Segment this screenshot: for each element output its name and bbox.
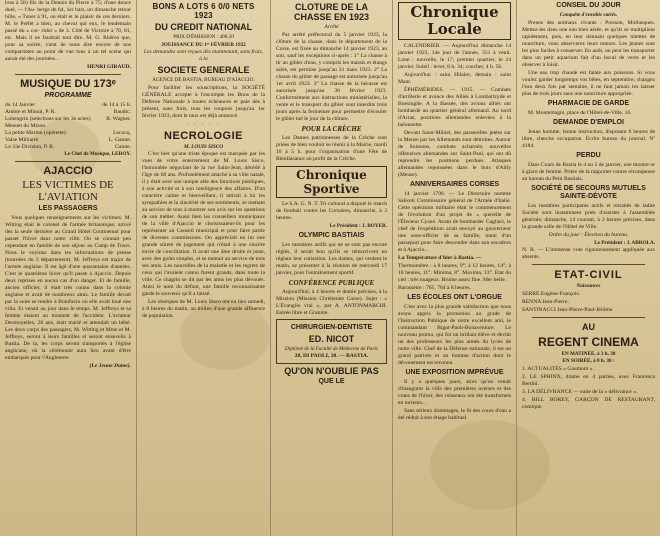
conference-headline: CONFÉRENCE PUBLIQUE — [288, 278, 375, 287]
dentist-name: ED. NICOT — [308, 333, 355, 344]
program-row — [5, 144, 131, 151]
expo-article: Il y a quelques jours, alors qu'on venait d'inaugurer la ville des premières averses et des crues de l'hiver, des ruisseaux ont été transformés en torrents... — [398, 379, 511, 406]
program-row — [5, 116, 131, 123]
dentist-ad — [276, 319, 387, 365]
olympic-article: Les membres actifs qui ne se sont pas encore réglés, il serait bon qu'ils se réinscrivent en réglant leur cotisation. Les dames, qui veulent le matin, se présenter à la réunion de mercredi 17 janvier, pour l'entraînement sportif. — [276, 241, 387, 276]
cloture-headline: CLOTURE DE LA CHASSE EN 1923 — [293, 2, 370, 22]
secours-signature: Le Président : J. ABROLA. — [594, 239, 655, 246]
saints-line: Aujourd'hui : saint Hilaire; demain : saint Maur. — [398, 72, 511, 85]
divider — [532, 264, 645, 265]
pharmacie-text: M. Montemagni, place de l'Hôtel-de-Ville, 16. — [528, 109, 632, 116]
cinema-program-item: 4. BILL BOREY, GARÇON DE RESTAURANT, comique. — [522, 396, 655, 410]
column-5 — [517, 0, 660, 536]
concert-date-row — [5, 102, 131, 109]
program-composer: R. Wagner. — [106, 116, 131, 122]
program-composer: Lecocq. — [113, 130, 131, 136]
expo-headline: UNE EXPOSITION IMPRÉVUE — [405, 369, 504, 376]
necro-article: C'est hier qu'une triste époque est marquée par les vues de votre enterrement de M. Louis Sisco, l'honorable négociant de la rue Saint-Jean, décédé à l'âge de 68 ans. Profondément attaché à sa ville natale, il y était avec son unique zèle des fonctions publiques, à son activité et à son intelligence des affaires. D'un caractère calme et bienveillant, il attirait à lui les sympathies et la sincérité de ses sentiments, se mettant au service de tous à montrer son avis sur les questions de son métier. Aussi bien les conseillers municipaux de la ville d'Ajaccio le choisissaient-ils pour les représenter au Conseil municipal et pour faire partie de diverses commissions. On appréciait en lui une grande sûreté de jugement qui n'était à une sincère envie de conciliation. Il avait une âme droite et juste, avec des goûts simples, et se mettait au service de tous ses amis. Les nouvelles de la maladie et les regrets de ceux qui l'avaient connu furent grands, dans toute la ville. Ce chagrin se dit par les amis les plus dévoués. Ainsi le nom du défunt, une famille reconnaissante garde le souvenir qu'il a laissé. — [142, 151, 265, 297]
ajaccio-headline: AJACCIO — [43, 164, 93, 177]
matinee-line: EN MATINÉE, à 3 h. 30 — [561, 350, 616, 357]
article-signature: HENRI GIRAUD. — [87, 64, 131, 70]
bons-article: Pour faciliter les souscriptions, la SOCIÉTÉ GÉNÉRALE accepte à l'escompte les Bons de la Défense Nationale à toutes échéances et paie dès à présent, sans frais, tous les coupons jusqu'au 1er février 1923, dont le taux est déjà annoncé. — [142, 84, 265, 119]
etat-civil-headline: ETAT-CIVIL — [554, 269, 623, 281]
sportive-headline: Chronique Sportive — [276, 166, 387, 198]
column-4 — [393, 0, 516, 536]
olympic-headline: OLYMPIC BASTIAIS — [298, 231, 365, 239]
creche-headline: POUR LA CRÈCHE — [301, 125, 362, 133]
demands-line: Les demandes sont reçues dès maintenant, sans frais, à la — [143, 49, 264, 62]
issue-price: PRIX D'ÉMISSION : 408,50 — [173, 34, 234, 40]
societe-headline: SOCIETE GENERALE — [157, 65, 250, 75]
cinema-program-item: 1. ACTUALITÉS « Gaumont ». — [522, 365, 594, 372]
column-2 — [137, 0, 270, 536]
agence-line: AGENCE DE BASTIA, BUREAU D'AJACCIO. — [152, 77, 255, 83]
passengers-label: LES PASSAGERS — [38, 204, 98, 212]
music-headline: MUSIQUE DU 173ᵉ — [20, 78, 116, 90]
cloture-article: Par arrêté préfectoral du 5 janvier 1923, la clôture de la chasse, dans le département de la Corse, est fixée au dimanche 14 janvier 1923, au soir, sauf les exceptions ci-après : 1° La chasse à tir au gibier d'eau, y compris les marais et étangs salés, est permise jusqu'au 31 mars 1923. 2° La chasse du gibier de passage est autorisée jusqu'au 1er avril 1923. 3° La chasse de la bécasse est autorisée jusqu'au 30 février 1923. Conformément aux instructions ministérielles, la vente et le transport du gibier sont interdits trois jours après la fermeture pour permettre d'écouler le gibier tué le jour de la clôture. — [276, 32, 387, 122]
cinema-program-item: 3. LA DÉLIVRANCE — suite de la « délivrance ». — [522, 388, 638, 395]
perdu-headline: PERDU — [576, 151, 601, 159]
program-table — [5, 109, 131, 151]
article-continuation: lons à 58) fils de la Dennis du Pierre à 75; d'une douce duel, — l'Au- berge de 64, 1er bars, un dimanche retour bille, « Tuner à 91, on était et le plaisir de ces derniers. M. le Préfet a bien, au cheval qui eux, le lendemain passé du « cor- ridor » de 3. Côté de Victoire à 70, 81, etc. Mais il ne faudrait tout dire. M. G. Rhéros que, pour sa soirée, vient de nous dire encore de nos compatriotes au point de vue tous à un tel scène qui aurait été des journées... — [5, 0, 131, 62]
temperature-label: La Température d'hier à Bastia. — — [398, 255, 482, 261]
ornament-divider: · · · · · — [186, 121, 221, 128]
program-piece: Lohengrin (selections sur les 3e actes) — [5, 116, 91, 122]
ephemerides-continued: Devant Saint-Mihiel, des passerelles jetées sur la Meuse par les Allemands sont détruites. Autour de Soissons, combats acharnés; nouvelles offensives allemandes sur Saint-Paul, qui ont dû reprendre les positions perdues. Attaques allemandes repoussées dans le bois d'Ailly (Meuse). — [398, 130, 511, 178]
secours-text: Les membres participants actifs et retraités de ladite Société sont instamment priés d'assister à l'assemblée générale, dimanche, 14 courant, à 2 heures précises, dans la grande salle de l'Hôtel de Ville. — [522, 202, 655, 230]
conseil-article-2: Une eau trop chaude est fatale aux poissons. Si vous voulez garder longtemps vos bêtes, en septembre, changez l'eau deux fois par semaine, il ne faut jamais les laisser plus de trois jours sans une nourriture appropriée. — [522, 69, 655, 97]
divider — [532, 317, 645, 318]
conseil-article: Prenez des animaux vivants : Poisson, Mollusques. Mettez-les dans une eau bien aérée, et qu'ils se multiplient rapidement, puis, en leur donnant quelques miettes de nourriture, vous observerez leurs mœurs. Les jeunes sont les plus faciles à conserver. En août, on peut les transporter dans un petit aquarium fait d'un bocal de verre et les observer à loisir. — [522, 19, 655, 68]
program-piece: Le 33e Division, P. R. — [5, 144, 55, 150]
anniv-headline: ANNIVERSAIRES CORSES — [409, 181, 500, 188]
naissances-label: Naissances — [576, 283, 601, 289]
column-3 — [271, 0, 392, 536]
program-composer: Baudic. — [113, 109, 131, 115]
necro-headline: NECROLOGIE — [164, 129, 243, 142]
ecole-headline: LES ÉCOLES ONT L'ORGUE — [407, 294, 502, 301]
program-label: PROGRAMME — [44, 92, 92, 99]
perdu-text: Dans Cours de Bastia le 4 ou 5 de janvier, une montre or à glace de femme. Prière de la rapporter contre récompense au bureau du Petit Bastiais. — [522, 161, 655, 182]
dentist-diploma: Diplômé de la Faculté de Médecine de Paris — [285, 345, 378, 352]
chronique-headline: Chronique Locale — [398, 2, 511, 40]
conseil-subtitle: Conquête d'envahis variés. — [559, 12, 618, 18]
ephemerides-article: ÉPHÉMÉRIDES. — 1915. — Combats d'artillerie et avance des Alliés à Lombartzyde et Boesinghe. A la Bassée, des avions alliés ont bombardé un quartier général allemand. Au nord d'Arras, positions allemandes enlevées à la baïonnette. — [398, 87, 511, 128]
pharmacie-headline: PHARMACIE DE GARDE — [547, 99, 630, 107]
aviation-source: (Le Jeune Dame). — [89, 362, 131, 369]
expo-article-end: Sans sérieux dommages, le lit des cours d'eau a été réduit à son étiage habituel. — [398, 408, 511, 421]
aviation-headline: LES VICTIMES DE L'AVIATION — [22, 178, 114, 203]
credit-headline: DU CREDIT NATIONAL — [154, 22, 253, 32]
aviation-article: Vous quelques renseignements sur les victimes. M. Witting était le colonel de l'armée britannique; arrivé des la seule dernière au Grand Hôtel Continental pour passer l'hiver dans notre ville. On se connait peu cependant en famille de son séjour au Camp de Tours. Nous le voyions dans les informations de presse (tournées du 3 département). M. Jeffreys est major de l'armée anglaise. Il est âgé d'une quarantaine d'années. C'est le quatrième hiver qu'il passe à Ajaccio. Depuis deux reprises en aucun cas d'un danger. Et de famille, ancien officier, il était très connu dans la colonie anglaise et avait de nombreux amis. Le famille devait par la suite se rendre à Bonifacio où elle avait loué une villa. Et venait au jour dans le temps. M. Jeffreys et sa femme étaient au moment de l'accident. L'aviateur Desmoyelles, 28 ans, était marié et attendait un bébé. Les deux corps des passagers, M. Witting et Mme et M. Jeffreys, seront à leurs familles et seront ensevelis à Bastia. De la, les corps seront transportés à l'église anglicane, où la cérémonie aura lieu avant d'être embarqués pour l'Angleterre. — [5, 214, 131, 361]
dentist-title: CHIRURGIEN-DENTISTE — [290, 323, 373, 331]
jouissance-line: JOUISSANCE DU 1ᵉʳ FÉVRIER 1922 — [161, 41, 246, 48]
bons-headline: BONS A LOTS 6 0/0 NETS 1923 — [152, 2, 255, 20]
soiree-line: EN SOIRÉE, à 8 h. 30 : — [562, 358, 615, 364]
concert-date-left: du 14 Janvier — [5, 102, 36, 108]
ordre-du-jour: Ordre du jour : Élection du bureau. — [548, 231, 629, 238]
secours-headline: SOCIÉTÉ DE SECOURS MUTUELS SAINTE-DÉVOTE — [531, 184, 646, 200]
ecole-article: C'est avec la plus grande satisfaction que nous avons appris la promotion au grade de l'Instruction Publique de notre excellent ami, le commandant Bigot-Paoli-Bonaventure. Le nouveau promu, qui fut un brillant élève et devint un des professeurs les plus aimés du lycée de notre ville. Chef de la Défense nationale, il est un grand patriote et un homme d'action dont le dévouement est reconnu. — [398, 304, 511, 366]
barometre-line: Baromètre : 765, 764 à 8 heures. — [398, 285, 472, 291]
necro-name: M. LOUIS SISCO — [183, 143, 224, 150]
cinema-headline: REGENT CINEMA — [538, 334, 639, 349]
program-row — [5, 137, 131, 144]
naissance-item: SERRE Eugène-François. — [522, 290, 581, 297]
cinema-au: AU — [582, 321, 595, 332]
anniv-article: 14 janvier 1796. — Le Directoire nomme Saliceti Commissaire général de l'Armée d'Italie. Cette opération militaire était le commencement de l'évolution d'un projet de « querelle de l'Électeur Cysné. Avant de bombarder Cagliari, le chef de l'expédition avait envoyé au gouverneur une sous-officier de sa famille, muni d'un passeport pour faire descendre dans son escadron et à Ajaccio... — [398, 191, 511, 253]
emploi-headline: DEMANDE D'EMPLOI — [553, 118, 624, 126]
program-row — [5, 123, 131, 130]
temperature-values: Thermomètre : à 8 heures, 9°; à 12 heures, 14°; à 18 heures, 11°. Minima, 8°. Maxima, 13°. Etat du ciel : très nuageux. Brume assez fine. Mer belle. — [398, 263, 511, 283]
necro-article-end: Les obsèques de M. Louis Sisco ont eu lieu samedi, à 8 heures du matin, au milieu d'une grande affluence de population. — [142, 299, 265, 319]
program-composer: L. Ganne. — [108, 137, 131, 143]
dentist-address: 28, DI PAOLI, 28. — BASTIA. — [294, 353, 369, 359]
creche-article: Les Dames patronnesses de la Crèche sont priées de bien vouloir se réunir à la Mairie, mardi 16 à 5 h. pour l'organisation d'une Fête de Bienfaisance au profit de la Crèche. — [276, 135, 387, 162]
program-composer: Ganne. — [115, 144, 131, 150]
conductor-signature: Le Chef de Musique, LEROY. — [64, 151, 131, 157]
sport-article: Le S.A. G. N. T. Tri cultural a disputé le match de football contre les Corsaires, dimanche, à 3 heures. — [276, 201, 387, 221]
column-1 — [0, 0, 136, 536]
oubliepas-sub: QUE LE — [318, 378, 345, 385]
program-piece: Valse Militaire — [5, 137, 39, 143]
naissance-item: SANTINACCI Jean-Pierre-Paul-Jérôme. — [522, 306, 614, 313]
emploi-text: Jeune homme, bonne instruction, disposant 8 heures de libre, cherche occupation. Écrire bureau du journal, Nº 4184. — [522, 128, 655, 149]
program-row — [5, 109, 131, 116]
sport-signature: Le Président : J. BOYER. — [329, 223, 387, 229]
conseil-headline: CONSEIL DU JOUR — [556, 2, 621, 9]
cinema-program-item: 2. LE SPHINX, drame en 4 parties, avec Francesca Bertini. — [522, 373, 655, 387]
naissance-item: RENNA Jean-Pierre. — [522, 298, 569, 305]
conference-article: Aujourd'hui, à 4 heures et demie précises, à la Mission (Mission Chrétienne Corse). Sujet : « L'Évangile vrai », par A. ANTONMARCHI. Entrée libre et Gratuite. — [276, 288, 387, 316]
oubliepas-headline: QU'ON N'OUBLIE PAS — [284, 366, 379, 376]
nb-line: N. B. — L'immense vote rigoureusement appliquée aux absents. — [522, 247, 655, 260]
program-piece: La petite Marion (opérette) — [5, 130, 66, 136]
program-piece: Menuet du Mizon — [5, 123, 46, 129]
divider — [15, 74, 121, 75]
divider — [15, 161, 121, 162]
program-row — [5, 130, 131, 137]
concert-date-right: de 14 à 15 h. — [102, 102, 131, 108]
calendrier-article: CALENDRIER. — Aujourd'hui dimanche 14 janvier 1923, 14e jour de l'année, 351 à venir. Lune : nouvelle, le 17; premier quartier, le 24 janvier. Soleil : lever, 8 h. 34; coucher, 4 h. 56. — [398, 43, 511, 70]
arrete-label: Arrêté — [324, 24, 339, 30]
program-piece: Ambre et Minuit, P. R. — [5, 109, 56, 115]
